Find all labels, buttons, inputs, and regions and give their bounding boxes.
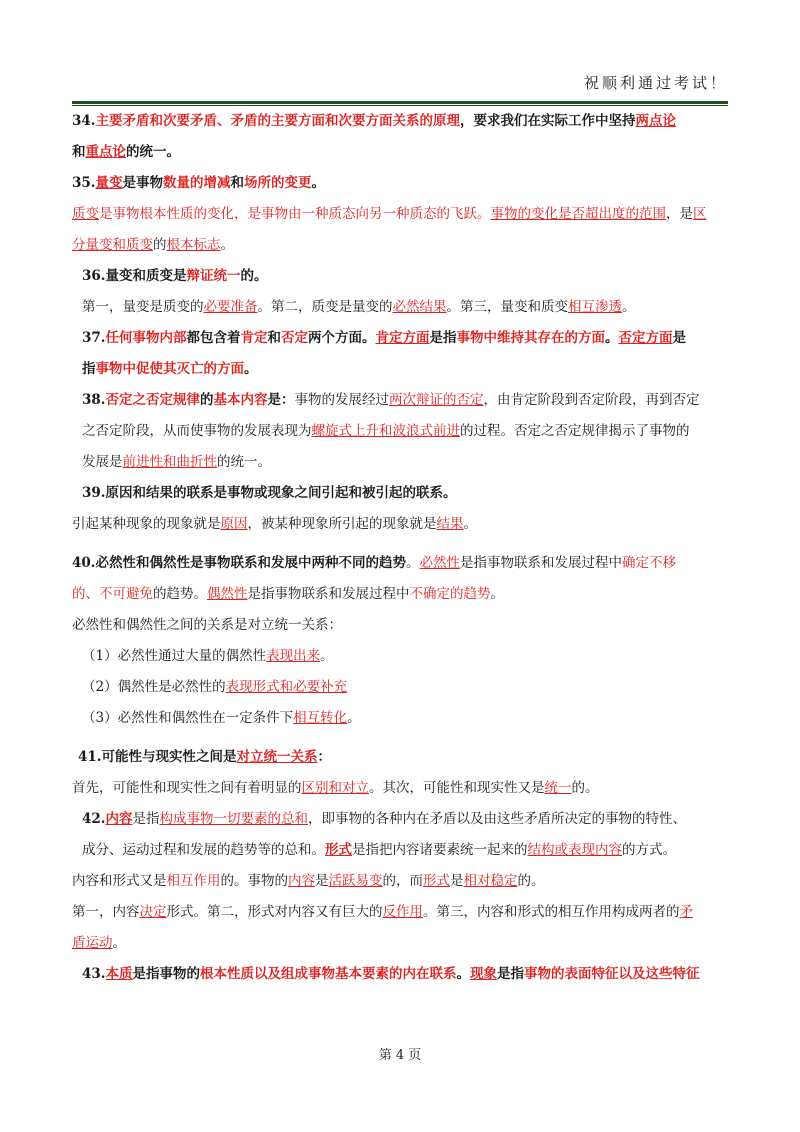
text-run: 。 bbox=[463, 516, 477, 532]
document-body bbox=[72, 106, 728, 990]
page-header: 祝顺利通过考试！ bbox=[583, 74, 728, 92]
text-run: 36.量变和质变是 bbox=[82, 268, 187, 284]
text-line bbox=[72, 416, 728, 447]
text-run: 表现出来 bbox=[266, 648, 321, 664]
text-line bbox=[72, 928, 728, 959]
text-run: 和 bbox=[267, 330, 281, 346]
text-run: 内容 bbox=[105, 811, 133, 827]
text-run: 是事物根本性质的变化，是事物由一种质态向另一种质态的飞跃。 bbox=[99, 206, 491, 222]
text-run: 首先，可能性和现实性之间有着明显的 bbox=[72, 780, 302, 796]
text-run: 。 bbox=[112, 935, 126, 951]
text-run: 根本标志 bbox=[166, 237, 221, 253]
text-run: 前进性和曲折性 bbox=[122, 454, 217, 470]
text-run: 形式。第二，形式对内容又有巨大的 bbox=[166, 904, 383, 920]
text-line bbox=[72, 742, 728, 773]
text-run: 是指把内容诸要素统一起来的 bbox=[352, 842, 528, 858]
text-run: 。 bbox=[347, 710, 361, 726]
text-run: 现象 bbox=[470, 966, 497, 982]
text-run: 。 bbox=[490, 586, 504, 602]
text-run: 量变 bbox=[95, 175, 123, 191]
text-run: 第一，内容 bbox=[72, 904, 140, 920]
text-run: 41.可能性与现实性之间是 bbox=[78, 749, 237, 765]
text-run: 。 bbox=[244, 361, 258, 377]
text-run: 肯定方面 bbox=[375, 330, 430, 346]
text-run: 本质 bbox=[105, 966, 133, 982]
text-run: 质变 bbox=[72, 206, 99, 222]
text-run: 相对稳定 bbox=[463, 873, 518, 889]
text-run: 决定 bbox=[139, 904, 167, 920]
text-run: 区 bbox=[693, 206, 707, 222]
text-line bbox=[72, 106, 728, 137]
text-run: 形式 bbox=[423, 873, 450, 889]
text-run: 矛 bbox=[679, 904, 693, 920]
text-run: 的过程。否定之否定规律揭示了事物的 bbox=[460, 423, 690, 439]
page-number: 第 4 页 bbox=[378, 1048, 422, 1063]
text-run: 统一 bbox=[544, 780, 572, 796]
text-run: 相互渗透 bbox=[568, 299, 622, 315]
text-run: 是指 bbox=[132, 811, 160, 827]
text-run: ，被某种现象所引起的现象就是 bbox=[247, 516, 437, 532]
text-run: 形式 bbox=[325, 842, 352, 858]
text-run: 。第三，量变和质变 bbox=[446, 299, 568, 315]
paragraph-gap bbox=[72, 540, 728, 548]
text-run: 37. bbox=[82, 330, 106, 346]
text-run: 是指事物的 bbox=[132, 966, 200, 982]
text-run: （2）偶然性是必然性的 bbox=[82, 679, 226, 695]
text-line bbox=[72, 168, 728, 199]
text-run: 35. bbox=[72, 175, 96, 191]
text-run: 。 bbox=[622, 299, 636, 315]
text-run: 的趋势。 bbox=[153, 586, 207, 602]
text-run: 两次辩证的否定 bbox=[389, 392, 484, 408]
text-run: 主要矛盾和次要矛盾、矛盾的主要方面和次要方面关系的原理 bbox=[95, 113, 460, 129]
text-run: 否定之否定规律 bbox=[105, 392, 200, 408]
text-run: 必然性 bbox=[419, 555, 460, 571]
text-run: 数量的增减 bbox=[163, 175, 231, 191]
text-run: 两个方面。 bbox=[308, 330, 376, 346]
text-run: 事物中维持其存在的方面 bbox=[456, 330, 605, 346]
text-run: 结果 bbox=[436, 516, 464, 532]
text-run: 重点论 bbox=[85, 144, 126, 160]
text-line bbox=[72, 610, 728, 641]
text-run: 和 bbox=[72, 144, 86, 160]
text-run: 必要准备 bbox=[203, 299, 258, 315]
text-run: 否定 bbox=[281, 330, 308, 346]
text-run: 事物的变化是否超出度的范围 bbox=[490, 206, 666, 222]
text-run: 是指 bbox=[497, 966, 524, 982]
text-run: ： bbox=[317, 749, 331, 765]
text-line bbox=[72, 230, 728, 261]
text-run: 。 bbox=[456, 966, 470, 982]
text-run: ，即事物的各种内在矛盾以及由这些矛盾所决定的事物的特性、 bbox=[308, 811, 686, 827]
text-run: 必然性和偶然性之间的关系是对立统一关系： bbox=[72, 617, 342, 633]
text-run: 的。 bbox=[571, 780, 599, 796]
text-run: 的 bbox=[200, 392, 214, 408]
text-run: 。 bbox=[406, 555, 420, 571]
text-run: 38. bbox=[82, 392, 106, 408]
text-run: 场所的变更 bbox=[244, 175, 312, 191]
text-run: 。第二，质变是量变的 bbox=[257, 299, 393, 315]
text-run: 是 bbox=[315, 873, 329, 889]
text-run: 都包含着 bbox=[186, 330, 241, 346]
text-run: 必然结果 bbox=[392, 299, 447, 315]
text-run: 的方式。 bbox=[622, 842, 676, 858]
text-run: 螺旋式上升和波浪式前进 bbox=[311, 423, 460, 439]
text-line bbox=[72, 703, 728, 734]
text-run: 反作用 bbox=[382, 904, 423, 920]
text-run: 的、不可避免 bbox=[72, 586, 153, 602]
text-run: 的统一。 bbox=[217, 454, 271, 470]
text-line bbox=[72, 672, 728, 703]
text-run: 盾运动 bbox=[72, 935, 113, 951]
text-run: 对立统一关系 bbox=[236, 749, 318, 765]
text-line bbox=[72, 835, 728, 866]
text-run: 。 bbox=[320, 648, 334, 664]
text-run: 39.原因和结果的联系是事物或现象之间引起和被引起的联系。 bbox=[82, 485, 457, 501]
text-run: 活跃易变 bbox=[328, 873, 383, 889]
text-run: 分量变和质变 bbox=[72, 237, 153, 253]
text-line bbox=[72, 137, 728, 168]
paragraph-gap bbox=[72, 734, 728, 742]
text-line bbox=[72, 509, 728, 540]
text-run: （1）必然性通过大量的偶然性 bbox=[82, 648, 267, 664]
text-line bbox=[72, 804, 728, 835]
text-run: 根本性质以及组成事物基本要素的内在联系 bbox=[200, 966, 457, 982]
text-run: 相互转化 bbox=[293, 710, 348, 726]
text-run: 34. bbox=[72, 113, 96, 129]
text-run: 第一，量变是质变的 bbox=[82, 299, 204, 315]
text-run: 结构或表现内容 bbox=[527, 842, 622, 858]
text-run: 偶然性 bbox=[207, 586, 248, 602]
text-line bbox=[72, 199, 728, 230]
header-rule-thick bbox=[72, 101, 728, 104]
text-run: 的，而 bbox=[382, 873, 423, 889]
text-line bbox=[72, 959, 728, 990]
text-run: （3）必然性和偶然性在一定条件下 bbox=[82, 710, 294, 726]
text-run: 肯定 bbox=[240, 330, 268, 346]
text-line bbox=[72, 897, 728, 928]
text-run: 相互作用 bbox=[166, 873, 221, 889]
text-run: 。 bbox=[311, 175, 325, 191]
text-run: 构成事物一切要素的总和 bbox=[159, 811, 308, 827]
text-run: 否定方面 bbox=[618, 330, 673, 346]
text-run: 的。事物的 bbox=[220, 873, 288, 889]
text-run: 的 bbox=[153, 237, 167, 253]
text-run: 。 bbox=[605, 330, 619, 346]
text-run: 是 bbox=[450, 873, 464, 889]
text-run: 。其次，可能性和现实性又是 bbox=[369, 780, 545, 796]
text-run: 。 bbox=[220, 237, 234, 253]
text-line bbox=[72, 323, 728, 354]
text-run: 是事物 bbox=[122, 175, 163, 191]
text-run: 引起某种现象的现象就是 bbox=[72, 516, 221, 532]
text-run: 内容和形式又是 bbox=[72, 873, 167, 889]
text-run: 是指 bbox=[429, 330, 457, 346]
text-run: 的。 bbox=[240, 268, 268, 284]
text-run: 任何事物内部 bbox=[105, 330, 187, 346]
text-line bbox=[72, 261, 728, 292]
text-run: 区别和对立 bbox=[301, 780, 369, 796]
text-run: 的统一。 bbox=[126, 144, 180, 160]
text-run: 是： bbox=[267, 392, 295, 408]
text-line bbox=[72, 478, 728, 509]
text-run: 事物的表面特征以及这些特征 bbox=[524, 966, 700, 982]
text-line bbox=[72, 866, 728, 897]
text-run: 事物中促使其灭亡的方面 bbox=[95, 361, 244, 377]
text-run: 和 bbox=[230, 175, 244, 191]
text-run: ，由肯定阶段到否定阶段，再到否定 bbox=[483, 392, 700, 408]
text-run: 不确定的趋势 bbox=[409, 586, 491, 602]
text-run: ，要求我们在实际工作中坚持 bbox=[460, 113, 636, 129]
text-line bbox=[72, 773, 728, 804]
text-line bbox=[72, 447, 728, 478]
text-line bbox=[72, 354, 728, 385]
text-run: 发展是 bbox=[82, 454, 123, 470]
text-run: 内容 bbox=[288, 873, 315, 889]
text-run: 确定不移 bbox=[622, 555, 676, 571]
text-line bbox=[72, 292, 728, 323]
text-run: ，是 bbox=[666, 206, 693, 222]
text-line bbox=[72, 548, 728, 579]
text-run: 辩证统一 bbox=[186, 268, 241, 284]
text-run: 指 bbox=[82, 361, 96, 377]
text-run: 的。 bbox=[517, 873, 545, 889]
text-run: 是指事物联系和发展过程中 bbox=[460, 555, 622, 571]
text-run: 是 bbox=[672, 330, 686, 346]
text-run: 两点论 bbox=[635, 113, 676, 129]
text-run: 。第三，内容和形式的相互作用构成两者的 bbox=[423, 904, 680, 920]
text-run: 42. bbox=[82, 811, 106, 827]
text-run: 之否定阶段，从而使事物的发展表现为 bbox=[82, 423, 312, 439]
text-line bbox=[72, 579, 728, 610]
text-run: 事物的发展经过 bbox=[294, 392, 389, 408]
text-run: 是指事物联系和发展过程中 bbox=[247, 586, 410, 602]
text-run: 40.必然性和偶然性是事物联系和发展中两种不同的趋势 bbox=[72, 555, 406, 571]
text-run: 原因 bbox=[220, 516, 248, 532]
text-run: 43. bbox=[82, 966, 106, 982]
text-run: 成分、运动过程和发展的趋势等的总和。 bbox=[82, 842, 325, 858]
text-run: 基本内容 bbox=[213, 392, 268, 408]
text-line bbox=[72, 385, 728, 416]
text-line bbox=[72, 641, 728, 672]
text-run: 表现形式和必要补充 bbox=[225, 679, 348, 695]
